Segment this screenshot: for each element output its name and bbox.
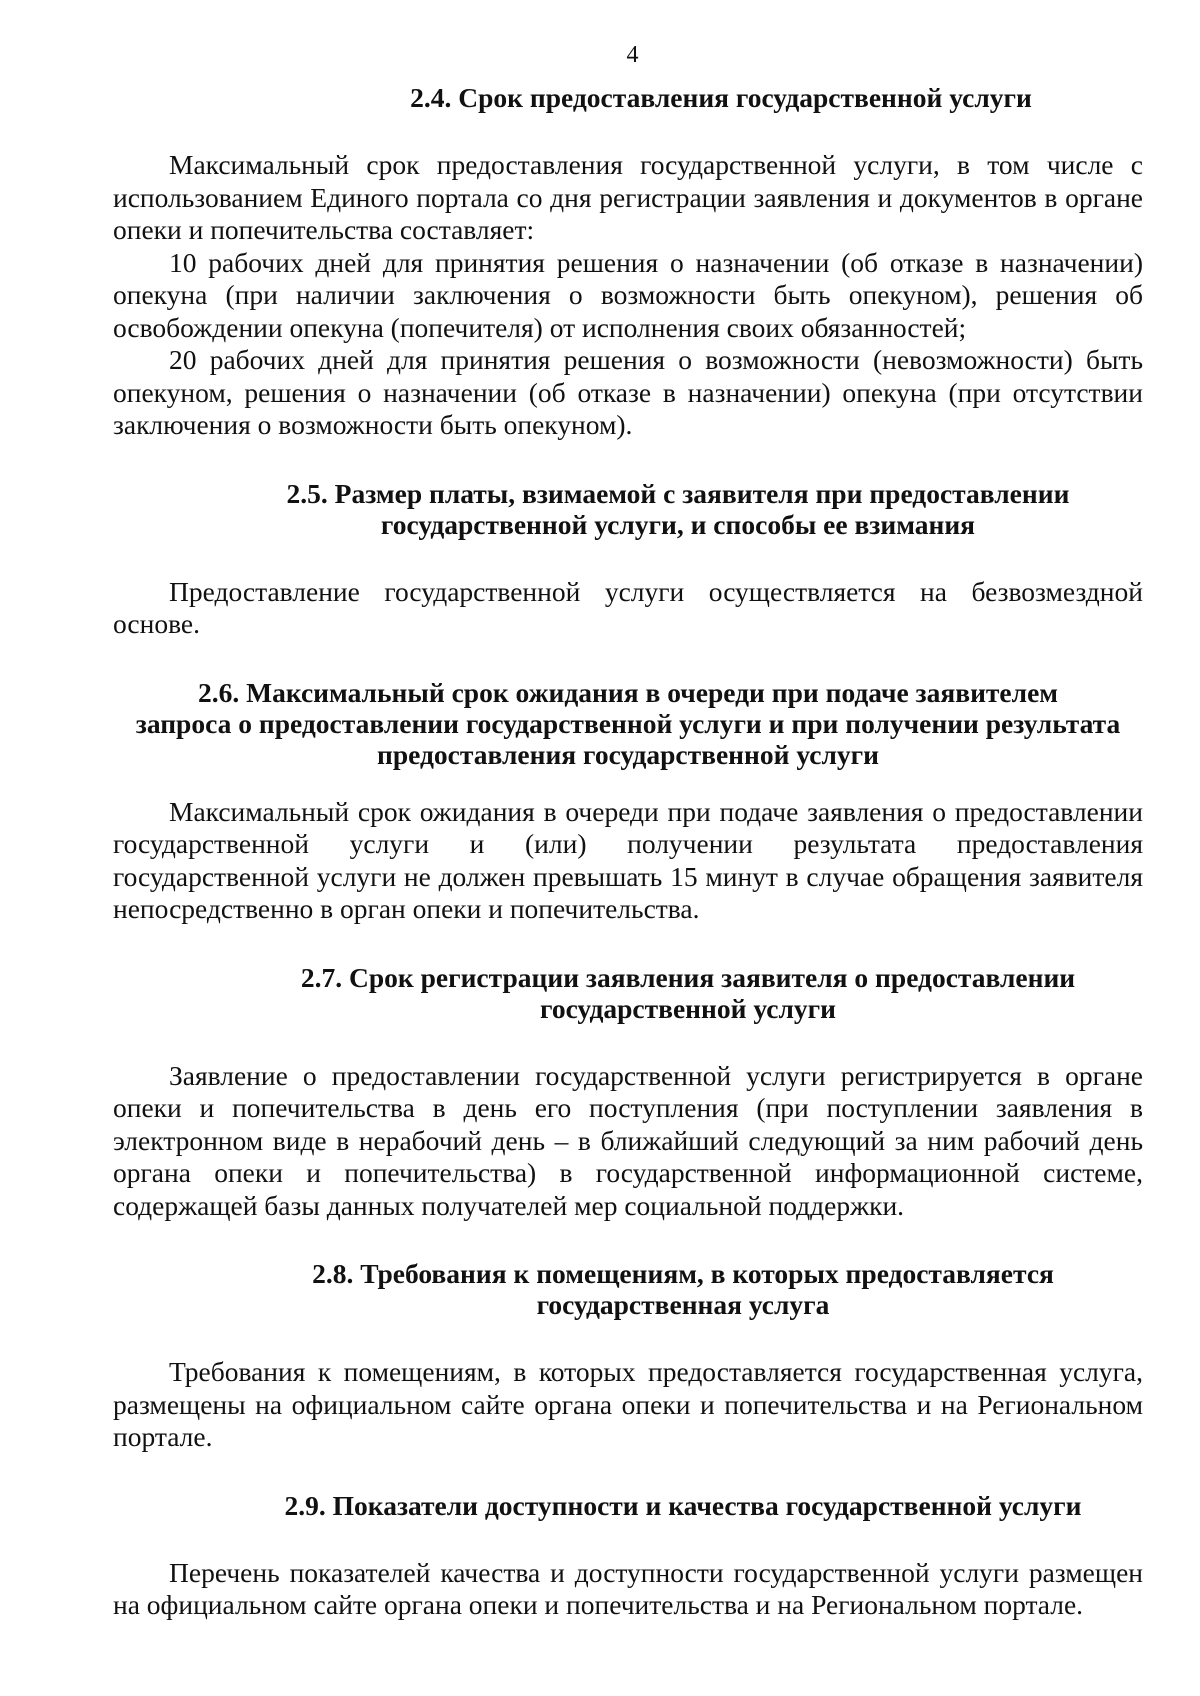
section-2-9 xyxy=(113,1490,1143,1622)
document-body xyxy=(113,82,1143,1622)
section-2-6 xyxy=(113,677,1143,926)
section-2-7 xyxy=(113,962,1143,1223)
paragraph: Заявление о предоставлении государственной услуги регистрируется в органе опеки и попечительства в день его поступления (при поступлении заявления в электронном виде в нерабочий день – в ближайший следующий за ним рабочий день органа опеки и попечительства) в государственной информационной системе, содержащей базы данных получателей мер социальной поддержки. xyxy=(113,1059,1143,1221)
paragraph: Максимальный срок предоставления государственной услуги, в том числе с использованием Единого портала со дня регистрации заявления и документов в органе опеки и попечительства составляет: xyxy=(113,149,1143,245)
section-2-4 xyxy=(113,82,1143,442)
paragraph: Максимальный срок ожидания в очереди при подаче заявления о предоставлении государственной услуги и (или) получении результата предоставления государственной услуги не должен превышать 15 минут в случае обращения заявителя непосредственно в орган опеки и попечительства. xyxy=(113,795,1143,924)
section-heading: 2.4. Срок предоставления государственной услуги xyxy=(410,82,1032,113)
section-heading-line: государственной услуги, и способы ее взимания xyxy=(380,508,976,540)
paragraph: 20 рабочих дней для принятия решения о возможности (невозможности) быть опекуном, решения о назначении (об отказе в назначении) опекуна (при отсутствии заключения о возможности быть опекуном). xyxy=(113,344,1143,440)
section-heading-line: 2.5. Размер платы, взимаемой с заявителя при предоставлении xyxy=(286,477,1070,509)
section-2-5 xyxy=(113,478,1143,641)
section-heading-line: предоставления государственной услуги xyxy=(377,738,879,770)
section-heading: 2.9. Показатели доступности и качества государственной услуги xyxy=(284,1489,1082,1521)
paragraph: 10 рабочих дней для принятия решения о назначении (об отказе в назначении) опекуна (при наличии заключения о возможности быть опекуном), решения об освобождении опекуна (попечителя) от исполнения своих обязанностей; xyxy=(113,246,1143,343)
section-heading-line: 2.7. Срок регистрации заявления заявителя о предоставлении xyxy=(300,961,1076,993)
section-heading-line: запроса о предоставлении государственной услуги и при получении результата xyxy=(135,707,1121,739)
paragraph: Требования к помещениям, в которых предоставляется государственная услуга, размещены на официальном сайте органа опеки и попечительства и на Региональном портале. xyxy=(113,1356,1143,1452)
section-heading-line: 2.6. Максимальный срок ожидания в очереди при подаче заявителем xyxy=(197,676,1059,708)
paragraph: Перечень показателей качества и доступности государственной услуги размещен на официальном сайте органа опеки и попечительства и на Региональном портале. xyxy=(113,1556,1143,1620)
section-2-8 xyxy=(113,1258,1143,1454)
section-heading-line: государственной услуги xyxy=(540,992,836,1024)
paragraph: Предоставление государственной услуги осуществляется на безвозмездной основе. xyxy=(113,575,1143,639)
section-heading-line: 2.8. Требования к помещениям, в которых предоставляется xyxy=(312,1258,1054,1289)
section-heading-line: государственная услуга xyxy=(536,1289,830,1320)
page-number: 4 xyxy=(626,42,639,68)
